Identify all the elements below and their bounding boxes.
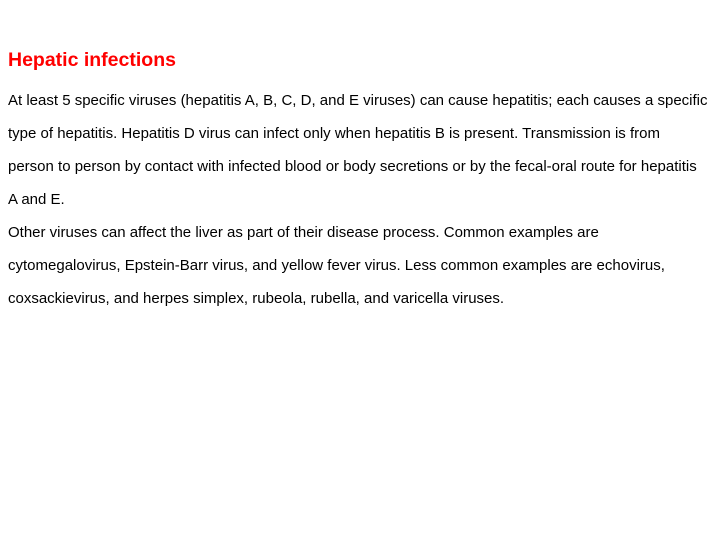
paragraph-other-viruses: Other viruses can affect the liver as part of their disease process. Common examples are cytomegalovirus, Epstein-Barr virus, and yellow fever virus. Less common examples are echovirus, coxsackievirus, and herpes simplex, rubeola, rubella, and varicella viruses. bbox=[8, 224, 665, 307]
slide-title: Hepatic infections bbox=[8, 49, 176, 71]
paragraph-hepatitis-viruses: At least 5 specific viruses (hepatitis A, B, C, D, and E viruses) can cause hepatitis; each causes a specific type of hepatitis. Hepatitis D virus can infect only when hepatitis B is present. Transmission is from person to person by contact with infected blood or body secretions or by the fecal-oral route for hepatitis A and E. bbox=[8, 92, 708, 208]
slide-body bbox=[8, 84, 708, 315]
